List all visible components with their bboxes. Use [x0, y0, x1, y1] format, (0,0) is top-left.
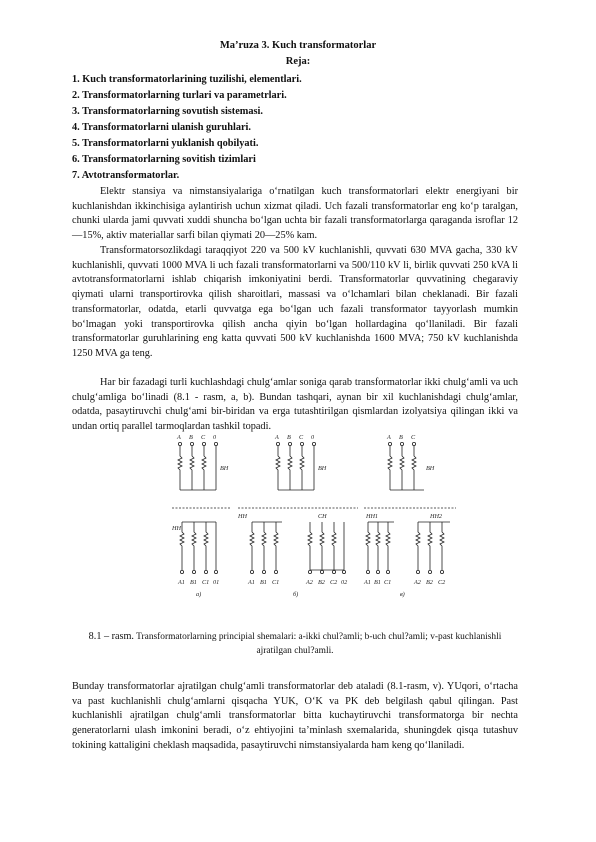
terminal-label: A2 — [306, 579, 313, 586]
plan-item: 4. Transformatorlarni ulanish guruhlari. — [72, 122, 251, 133]
paragraph: Transformatorsozlikdagi taraqqiyot 220 va 500 kV kuchlanishli, quvvati 630 MVA gacha, 330 kV kuchlanishli, quvvati 1000 MVA li uch fazali transformatorlarni va 500/110 kV li, birlik quvvati 250 kVA li avtotransformatorlarni ishlab chiqarish imkoniyatini berdi. Transformatorlar quvvatining chegaraviy qiymati ularni transportirovka qilish sharoitlari, massasi va o‘lchamlari bilan cheklanadi. Bir fazali transformatorlar, odatda, etarli quvvatga ega bo‘lgan uch fazali transformator tayyorlash mumkin bo‘lmagan yoki transportirovka qilish ancha qiyin bo‘lgan hollardagina qo‘llaniladi. Bir fazali transformatorlar guruhlarining eng katta quvvati 500 kV kuchlanishda 1600 MVA; 750 kV kuchlanishda 1250 MVA ga teng. — [72, 245, 518, 359]
paragraph: Elektr stansiya va nimstansiyalariga o‘rnatilgan kuch transformatorlari elektr energiyani bir kuchlanishdan ikkinchisiga aylantirish uchun xizmat qiladi. Uch fazali transformatorlar eng ko‘p taralgan, chunki ularda jami quvvati xuddi shuncha bo‘lgan uchta bir fazali transformatorlarga qaraganda isroflar 12—15%, aktiv materiallar sarfi bilan qiymati 20—25% kam. — [72, 186, 518, 242]
paragraph: Har bir fazadagi turli kuchlashdagi chulg‘amlar soniga qarab transformatorlar ikki chulg‘amli va uch chulg‘amliga bo‘linadi (8.1 - rasm, a, b). Bundan tashqari, aynan bir xil kuchlanishdagi chulg‘amlar, odatda, pasaytiruvchi chulg‘ami bir-biridan va erga tutashtirilgan qismlardan izolyatsiya qilingan ikki va undan ortiq parallel tarmoqlardan tashkil topadi. — [72, 377, 518, 433]
terminal-label: B — [189, 434, 193, 441]
winding-label: HH1 — [366, 513, 379, 520]
lecture-title: Ma’ruza 3. Kuch transformatorlar — [219, 40, 377, 51]
terminal-label: C1 — [384, 579, 392, 586]
winding-label: BH — [220, 465, 229, 472]
winding-label: HH — [238, 513, 247, 520]
terminal-label: C — [411, 434, 416, 441]
terminal-label: C1 — [272, 579, 280, 586]
terminal-label: B1 — [374, 579, 381, 586]
terminal-label: 0 — [213, 434, 217, 441]
plan-item: 1. Kuch transformatorlarining tuzilishi, elementlari. — [72, 74, 302, 85]
winding-label: CH — [318, 513, 327, 520]
figure-caption-text: Transformatorlarning principial shemalari: a-ikki chul?amli; b-uch chul?amli; v-past kuchlanishli ajratilgan chul?amli. — [136, 632, 502, 656]
terminal-label: A2 — [414, 579, 421, 586]
plan-item: 6. Transformatorlarning sovitish tizimlari — [72, 154, 256, 165]
terminal-label: 0 — [311, 434, 315, 441]
plan-item: 5. Transformatorlarni yuklanish qobilyati. — [72, 138, 259, 149]
terminal-label: A1 — [178, 579, 185, 586]
subfigure-label: a) — [196, 591, 202, 598]
winding-label: HH — [172, 525, 181, 532]
terminal-label: C1 — [202, 579, 210, 586]
figure-caption — [72, 630, 518, 658]
terminal-label: A1 — [248, 579, 255, 586]
figure-number: 8.1 – rasm. — [88, 631, 134, 642]
plan-item: 2. Transformatorlarning turlari va parametrlari. — [72, 90, 287, 101]
scheme-three-winding — [238, 442, 358, 573]
scheme-split-winding — [364, 442, 456, 573]
plan-item: 3. Transformatorlarning sovutish sistemasi. — [72, 106, 263, 117]
winding-label: HH2 — [430, 513, 443, 520]
plan-list — [72, 72, 302, 184]
terminal-label: C — [201, 434, 206, 441]
terminal-label: B2 — [318, 579, 325, 586]
terminal-label: B — [399, 434, 403, 441]
plan-item: 7. Avtotransformatorlar. — [72, 170, 180, 181]
terminal-label: B1 — [190, 579, 197, 586]
winding-label: BH — [426, 465, 435, 472]
terminal-label: 01 — [213, 579, 220, 586]
transformer-schemes-figure — [168, 430, 458, 610]
terminal-label: C — [299, 434, 304, 441]
scheme-two-winding — [172, 442, 230, 573]
terminal-label: A1 — [364, 579, 371, 586]
winding-label: BH — [318, 465, 327, 472]
terminal-label: B1 — [260, 579, 267, 586]
terminal-label: A — [387, 434, 391, 441]
terminal-label: B — [287, 434, 291, 441]
terminal-label: A — [177, 434, 181, 441]
subfigure-label: в) — [400, 591, 405, 598]
subfigure-label: б) — [293, 591, 299, 598]
terminal-label: A — [275, 434, 279, 441]
terminal-label: 02 — [341, 579, 348, 586]
paragraph: Bunday transformatorlar ajratilgan chulg‘amli transformatorlar deb ataladi (8.1-rasm, v). YUqori, o‘rtacha va past kuchlanishli chulg‘amlarni qisqacha YUK, O‘K va PK deb belgilash qabul qilingan. Past kuchlanishli ajratilgan chulg‘amli transformatorlar bitta kuchaytiruvchi transformatorga bir nechta generatorlarni ulash imkonini beradi, o‘z ehtiyojini ta’minlash sxemalarida, shuningdek qisqa tutashuv tokining kattaligini cheklash maqsadida, pasaytiruvchi nimstansiyalarda ham keng qo‘llaniladi. — [72, 681, 518, 751]
terminal-label: C2 — [438, 579, 446, 586]
terminal-label: B2 — [426, 579, 433, 586]
plan-heading: Reja: — [285, 56, 311, 67]
terminal-label: C2 — [330, 579, 338, 586]
